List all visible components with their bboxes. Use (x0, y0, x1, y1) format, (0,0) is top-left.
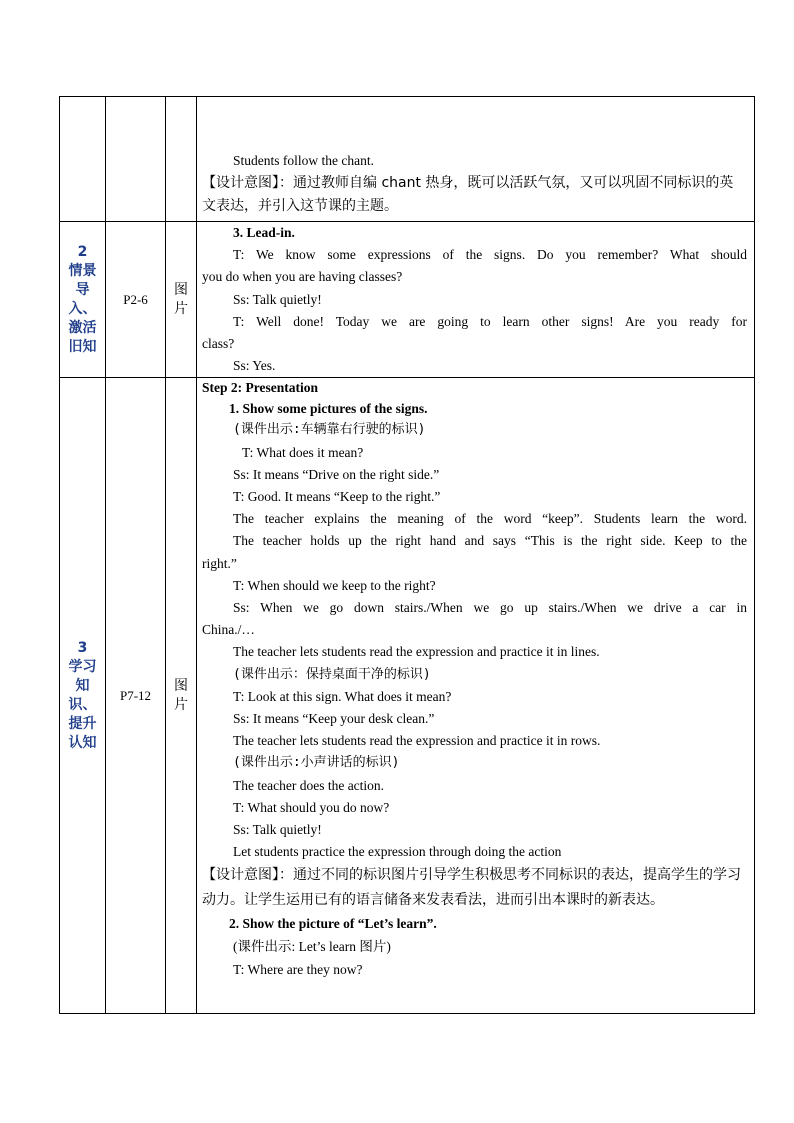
content-line: The teacher holds up the right hand and says “This is the right side. Keep to the (233, 533, 747, 549)
step-title-line: 学习 (68, 658, 97, 675)
slide-pages: P2-6 (106, 222, 166, 378)
step-number: 3 (77, 639, 88, 656)
step-cell (60, 97, 106, 222)
design-intent: 【设计意图】：通过教师自编 chant 热身，既可以活跃气氛，又可以巩固不同标识的英文表达，并引入这节课的主题。 (202, 175, 734, 214)
sub-heading: 2. Show the picture of “Let’s learn”. (229, 916, 437, 932)
content-line: Let students practice the expression through doing the action (233, 844, 562, 860)
section-heading: Step 2: Presentation (202, 380, 318, 396)
content-line: Ss: Talk quietly! (233, 822, 322, 838)
table-row-leadin (60, 222, 755, 378)
media-type-char: 片 (174, 300, 188, 317)
type-cell (166, 97, 197, 222)
step-title-line: 情景 (68, 262, 97, 279)
courseware-note: (课件出示:车辆靠右行驶的标识) (233, 422, 426, 438)
step-title-line: 知 (75, 677, 90, 694)
pages-cell (106, 97, 166, 222)
content-cell (197, 222, 755, 378)
content-line: Ss: It means “Keep your desk clean.” (233, 711, 435, 727)
content-line: The teacher explains the meaning of the word “keep”. Students learn the word. (233, 511, 747, 527)
content-line: The teacher lets students read the expression and practice it in rows. (233, 733, 601, 749)
step-label (60, 222, 106, 378)
sub-heading: 1. Show some pictures of the signs. (229, 401, 428, 417)
content-line: right.” (202, 555, 237, 571)
media-type-char: 片 (174, 696, 188, 713)
content-line: Ss: Talk quietly! (233, 291, 322, 307)
content-line: class? (202, 336, 235, 352)
step-title-line: 激活 (68, 319, 97, 336)
content-line: Ss: Yes. (233, 358, 276, 374)
content-line: T: Good. It means “Keep to the right.” (233, 489, 441, 505)
lesson-plan-table (59, 96, 755, 1014)
courseware-note: (课件出示: Let’s learn 图片) (233, 939, 391, 955)
design-intent: 【设计意图】：通过不同的标识图片引导学生积极思考不同标识的表达，提高学生的学习动力。让学生运用已有的语言储备来发表看法，进而引出本课时的新表达。 (202, 867, 741, 908)
content-line: T: What should you do now? (233, 799, 390, 815)
courseware-note: (课件出示：保持桌面干净的标识) (233, 666, 431, 682)
step-title-line: 导 (75, 281, 90, 298)
content-line: T: Well done! Today we are going to learn other signs! Are you ready for (233, 313, 747, 329)
courseware-note: (课件出示:小声讲话的标识) (233, 755, 400, 771)
content-line: T: We know some expressions of the signs. Do you remember? What should (233, 247, 747, 263)
content-line: T: Look at this sign. What does it mean? (233, 688, 452, 704)
content-line: Ss: It means “Drive on the right side.” (233, 466, 440, 482)
table-row-warmup (60, 97, 755, 222)
content-line: The teacher lets students read the expression and practice it in lines. (233, 644, 600, 660)
content-line: The teacher does the action. (233, 777, 385, 793)
slide-pages: P7-12 (106, 378, 166, 1014)
media-type (166, 378, 197, 1014)
content-line: Students follow the chant. (233, 152, 374, 168)
media-type-char: 图 (174, 677, 188, 694)
content-cell (197, 378, 755, 1014)
step-title-line: 入、 (68, 300, 97, 317)
content-line: Ss: When we go down stairs./When we go up stairs./When we drive a car in (233, 600, 747, 616)
table-row-presentation (60, 378, 755, 1014)
content-line: T: When should we keep to the right? (233, 577, 436, 593)
content-cell (197, 97, 755, 222)
section-heading: 3. Lead-in. (233, 225, 295, 240)
content-line: China./… (202, 622, 255, 638)
step-title-line: 认知 (68, 734, 97, 751)
step-title-line: 识、 (68, 696, 97, 713)
step-title-line: 旧知 (68, 338, 97, 355)
content-line: you do when you are having classes? (202, 269, 403, 285)
content-line: T: Where are they now? (233, 961, 363, 977)
step-title-line: 提升 (68, 715, 97, 732)
content-line: T: What does it mean? (242, 444, 364, 460)
media-type-char: 图 (174, 281, 188, 298)
step-number: 2 (77, 243, 88, 260)
step-label (60, 378, 106, 1014)
media-type (166, 222, 197, 378)
